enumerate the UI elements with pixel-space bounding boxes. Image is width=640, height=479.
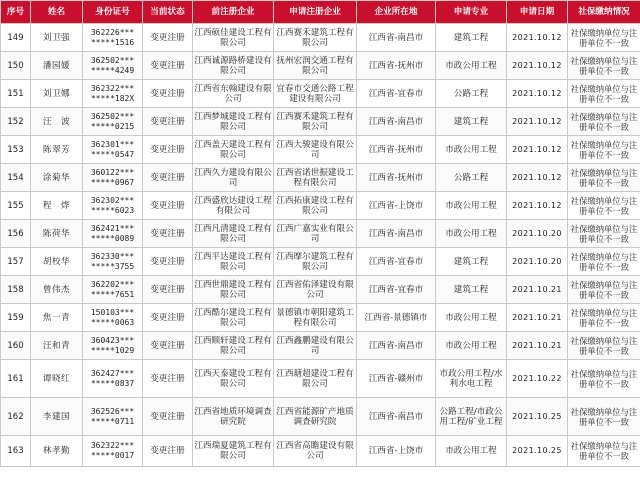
table-row [1, 52, 640, 80]
row-social-security: 社保缴纳单位与注册单位不一致 [568, 80, 640, 108]
row-id-number [83, 248, 143, 276]
row-name: 李建国 [31, 398, 83, 436]
row-prev-company: 江西硕佳建设工程有限公司 [193, 24, 274, 52]
row-id-number [83, 398, 143, 436]
row-prev-company: 江西盛欣达建设工程有限公司 [193, 192, 274, 220]
row-prev-company: 江西瑞夏建筑工程有限公司 [193, 436, 274, 467]
row-no: 161 [1, 360, 31, 398]
row-id-number [83, 192, 143, 220]
row-new-company: 江西大骏建设有限公司 [274, 136, 357, 164]
row-location: 江西省-抚州市 [357, 52, 436, 80]
header-id: 身份证号 [83, 1, 143, 24]
row-prev-company: 江西酷尔建设工程有限公司 [193, 304, 274, 332]
row-name: 汪 波 [31, 108, 83, 136]
row-specialty: 建筑工程 [436, 248, 507, 276]
row-social-security: 社保缴纳单位与注册单位不一致 [568, 304, 640, 332]
row-status: 变更注册 [143, 332, 193, 360]
row-specialty: 建筑工程 [436, 276, 507, 304]
id-bottom: *****0837 [90, 378, 135, 388]
id-bottom: *****1516 [90, 37, 135, 47]
row-specialty: 市政公用工程 [436, 332, 507, 360]
row-location: 江西省-抚州市 [357, 136, 436, 164]
table-row [1, 220, 640, 248]
id-top: 362322*** [90, 441, 135, 450]
row-status: 变更注册 [143, 24, 193, 52]
table-row [1, 108, 640, 136]
row-id-number [83, 136, 143, 164]
id-top: 362421*** [90, 223, 135, 233]
table-row [1, 192, 640, 220]
row-id-number [83, 24, 143, 52]
id-bottom: *****0711 [90, 416, 135, 426]
row-no: 163 [1, 436, 31, 467]
row-specialty: 市政公用工程/水利水电工程 [436, 360, 507, 398]
row-location: 江西省-景德镇市 [357, 304, 436, 332]
row-social-security: 社保缴纳单位与注册单位不一致 [568, 108, 640, 136]
row-prev-company: 江西凡清建设工程有限公司 [193, 220, 274, 248]
row-status: 变更注册 [143, 276, 193, 304]
header-no: 序号 [1, 1, 31, 24]
row-name: 曾伟杰 [31, 276, 83, 304]
id-top: 362427*** [90, 368, 135, 378]
row-location: 江西省-宜春市 [357, 80, 436, 108]
id-bottom: *****3755 [90, 261, 135, 271]
row-location: 江西省-上饶市 [357, 436, 436, 467]
row-no: 162 [1, 398, 31, 436]
header-row [1, 1, 640, 24]
row-date: 2021.10.12 [507, 24, 568, 52]
table-row [1, 248, 640, 276]
row-status: 变更注册 [143, 436, 193, 467]
row-date: 2021.10.25 [507, 436, 568, 467]
row-social-security: 社保缴纳单位与注册单位不一致 [568, 332, 640, 360]
header-status: 当前状态 [143, 1, 193, 24]
table-row [1, 332, 640, 360]
row-specialty: 市政公用工程 [436, 52, 507, 80]
row-social-security: 社保缴纳单位与注册单位不一致 [568, 360, 640, 398]
row-new-company: 江西省佑泽建设有限公司 [274, 276, 357, 304]
id-bottom: *****4249 [90, 65, 135, 75]
row-no: 157 [1, 248, 31, 276]
id-top: 362526*** [90, 406, 135, 416]
row-name: 谭晓红 [31, 360, 83, 398]
row-id-number [83, 332, 143, 360]
row-status: 变更注册 [143, 52, 193, 80]
row-date: 2021.10.22 [507, 360, 568, 398]
row-prev-company: 江西平达建设工程有限公司 [193, 248, 274, 276]
row-social-security: 社保缴纳单位与注册单位不一致 [568, 136, 640, 164]
id-top: 362322*** [90, 83, 135, 93]
row-no: 158 [1, 276, 31, 304]
row-name: 汪和青 [31, 332, 83, 360]
row-name: 胡校华 [31, 248, 83, 276]
row-new-company: 江西赛禾建筑工程有限公司 [274, 108, 357, 136]
table-row [1, 24, 640, 52]
id-top: 362301*** [90, 139, 135, 149]
table-row [1, 276, 640, 304]
row-date: 2021.10.12 [507, 52, 568, 80]
row-prev-company: 江西诚源路桥建设有限公司 [193, 52, 274, 80]
row-no: 160 [1, 332, 31, 360]
row-status: 变更注册 [143, 248, 193, 276]
row-location: 江西省-南昌市 [357, 108, 436, 136]
row-name: 陈翠芳 [31, 136, 83, 164]
row-name: 刘卫强 [31, 24, 83, 52]
row-prev-company: 江西世鼎建设工程有限公司 [193, 276, 274, 304]
row-specialty: 市政公用工程 [436, 304, 507, 332]
row-date: 2021.10.21 [507, 332, 568, 360]
row-new-company: 江西拓康建设工程有限公司 [274, 192, 357, 220]
row-prev-company: 江西省东翰建设有限公司 [193, 80, 274, 108]
id-bottom: *****0215 [90, 121, 135, 131]
row-social-security: 社保缴纳单位与注册单位不一致 [568, 248, 640, 276]
id-bottom: *****6023 [90, 205, 135, 215]
row-prev-company: 江西天泰建设工程有限公司 [193, 360, 274, 398]
header-prev-company: 前注册企业 [193, 1, 274, 24]
row-new-company: 江西瑭超建设工程有限公司 [274, 360, 357, 398]
id-top: 362330*** [90, 251, 135, 261]
row-social-security: 社保缴纳单位与注册单位不一致 [568, 164, 640, 192]
row-status: 变更注册 [143, 304, 193, 332]
row-id-number [83, 164, 143, 192]
row-name: 林孝勤 [31, 436, 83, 467]
row-status: 变更注册 [143, 360, 193, 398]
id-bottom: *****0547 [90, 149, 135, 159]
row-no: 156 [1, 220, 31, 248]
row-location: 江西省-上饶市 [357, 192, 436, 220]
row-id-number [83, 304, 143, 332]
row-new-company: 江西赛禾建筑工程有限公司 [274, 24, 357, 52]
row-prev-company: 江西盖天建设工程有限公司 [193, 136, 274, 164]
row-date: 2021.10.12 [507, 136, 568, 164]
row-prev-company: 江西省地质环境调查研究院 [193, 398, 274, 436]
row-name: 焦一青 [31, 304, 83, 332]
id-top: 362226*** [90, 27, 135, 37]
id-bottom: *****182X [90, 93, 135, 103]
row-id-number [83, 52, 143, 80]
id-bottom: *****0967 [90, 177, 135, 187]
row-prev-company: 江西顺轩建设工程有限公司 [193, 332, 274, 360]
id-top: 360423*** [90, 335, 135, 345]
row-social-security: 社保缴纳单位与注册单位不一致 [568, 52, 640, 80]
row-status: 变更注册 [143, 136, 193, 164]
row-specialty: 市政公用工程 [436, 436, 507, 467]
row-specialty: 建筑工程 [436, 24, 507, 52]
row-id-number [83, 360, 143, 398]
row-specialty: 公路工程 [436, 80, 507, 108]
row-id-number [83, 276, 143, 304]
row-status: 变更注册 [143, 164, 193, 192]
row-status: 变更注册 [143, 398, 193, 436]
row-new-company: 抚州宏润交通工程有限公司 [274, 52, 357, 80]
id-bottom: *****0063 [90, 317, 135, 327]
row-name: 涂菊华 [31, 164, 83, 192]
table-row [1, 164, 640, 192]
row-location: 江西省-南昌市 [357, 220, 436, 248]
row-new-company: 江西省能源矿产地质调查研究院 [274, 398, 357, 436]
row-no: 150 [1, 52, 31, 80]
id-top: 150103*** [90, 307, 135, 317]
row-name: 程 烨 [31, 192, 83, 220]
row-status: 变更注册 [143, 220, 193, 248]
row-prev-company: 江西久力建设有限公司 [193, 164, 274, 192]
row-location: 江西省-南昌市 [357, 332, 436, 360]
table-row [1, 360, 640, 398]
row-name: 刘卫娜 [31, 80, 83, 108]
row-status: 变更注册 [143, 80, 193, 108]
row-specialty: 市政公用工程 [436, 192, 507, 220]
row-specialty: 市政公用工程 [436, 220, 507, 248]
row-date: 2021.10.12 [507, 164, 568, 192]
header-specialty: 申请专业 [436, 1, 507, 24]
header-new-company: 申请注册企业 [274, 1, 357, 24]
row-date: 2021.10.21 [507, 304, 568, 332]
row-new-company: 江西省高瞻建设有限公司 [274, 436, 357, 467]
row-date: 2021.10.20 [507, 248, 568, 276]
row-location: 江西省-南昌市 [357, 398, 436, 436]
id-bottom: *****1029 [90, 345, 135, 355]
row-specialty: 公路工程 [436, 164, 507, 192]
row-no: 159 [1, 304, 31, 332]
row-name: 陈荷华 [31, 220, 83, 248]
row-social-security: 社保缴纳单位与注册单位不一致 [568, 276, 640, 304]
row-new-company: 江西摩尔建筑工程有限公司 [274, 248, 357, 276]
row-no: 151 [1, 80, 31, 108]
table-row [1, 436, 640, 467]
row-no: 153 [1, 136, 31, 164]
row-social-security: 社保缴纳单位与注册单位不一致 [568, 436, 640, 467]
row-specialty: 建筑工程 [436, 108, 507, 136]
row-date: 2021.10.21 [507, 276, 568, 304]
row-no: 154 [1, 164, 31, 192]
row-social-security: 社保缴纳单位与注册单位不一致 [568, 220, 640, 248]
row-date: 2021.10.12 [507, 192, 568, 220]
row-status: 变更注册 [143, 192, 193, 220]
row-prev-company: 江西梦城建设工程有限公司 [193, 108, 274, 136]
row-social-security: 社保缴纳单位与注册单位不一致 [568, 24, 640, 52]
table-row [1, 136, 640, 164]
row-date: 2021.10.12 [507, 80, 568, 108]
row-specialty: 公路工程/市政公用工程/矿业工程 [436, 398, 507, 436]
row-id-number [83, 108, 143, 136]
row-date: 2021.10.12 [507, 108, 568, 136]
header-social-security: 社保缴纳情况 [568, 1, 640, 24]
id-top: 360122*** [90, 167, 135, 177]
table-row [1, 398, 640, 436]
row-id-number [83, 220, 143, 248]
row-new-company: 江西省诺世振建设工程有限公司 [274, 164, 357, 192]
row-specialty: 市政公用工程 [436, 136, 507, 164]
table-row [1, 304, 640, 332]
row-id-number [83, 436, 143, 467]
row-new-company: 江西广嘉实业有限公司 [274, 220, 357, 248]
row-no: 149 [1, 24, 31, 52]
row-name: 潘园媛 [31, 52, 83, 80]
id-top: 362302*** [90, 195, 135, 205]
id-top: 362502*** [90, 55, 135, 65]
row-date: 2021.10.25 [507, 398, 568, 436]
row-no: 155 [1, 192, 31, 220]
row-location: 江西省-南昌市 [357, 24, 436, 52]
row-status: 变更注册 [143, 108, 193, 136]
row-location: 江西省-赣州市 [357, 360, 436, 398]
header-location: 企业所在地 [357, 1, 436, 24]
row-new-company: 宜春市交通公路工程建设有限公司 [274, 80, 357, 108]
id-bottom: *****7651 [90, 289, 135, 299]
row-new-company: 江西鑫鹏建设有限公司 [274, 332, 357, 360]
header-date: 申请日期 [507, 1, 568, 24]
row-no: 152 [1, 108, 31, 136]
row-new-company: 景德镇市朝阳建筑工程有限公司 [274, 304, 357, 332]
row-social-security: 社保缴纳单位与注册单位不一致 [568, 192, 640, 220]
row-id-number [83, 80, 143, 108]
row-location: 江西省-宜春市 [357, 276, 436, 304]
header-name: 姓名 [31, 1, 83, 24]
row-social-security: 社保缴纳单位与注册单位不一致 [568, 398, 640, 436]
row-location: 江西省-宜春市 [357, 248, 436, 276]
table-row [1, 80, 640, 108]
id-bottom: *****0017 [90, 451, 135, 460]
id-bottom: *****0089 [90, 233, 135, 243]
id-top: 362202*** [90, 279, 135, 289]
row-date: 2021.10.20 [507, 220, 568, 248]
id-top: 362502*** [90, 111, 135, 121]
row-location: 江西省-抚州市 [357, 164, 436, 192]
